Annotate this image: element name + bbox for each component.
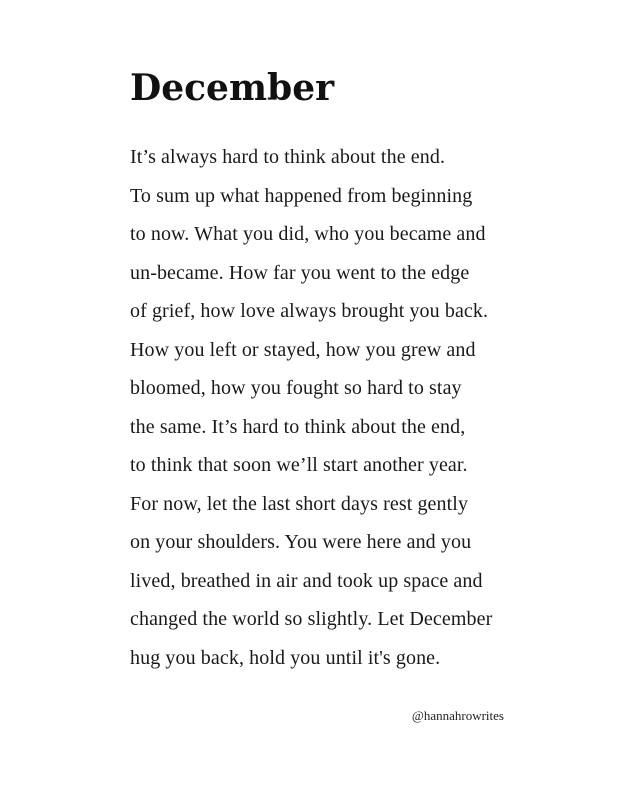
poem-line: bloomed, how you fought so hard to stay	[130, 377, 462, 399]
poem-line: to now. What you did, who you became and	[130, 223, 486, 245]
poem-line: hug you back, hold you until it's gone.	[130, 646, 441, 669]
poem-line: To sum up what happened from beginning	[130, 184, 473, 207]
author-handle: @hannahrowrites	[411, 708, 504, 723]
poem-line: the same. It’s hard to think about the end,	[130, 415, 466, 438]
poem-line: changed the world so slightly. Let December	[130, 608, 493, 630]
poem-line: un-became. How far you went to the edge	[130, 261, 470, 284]
poem-line: For now, let the last short days rest gently	[130, 492, 469, 515]
poem-line: lived, breathed in air and took up space and	[130, 569, 483, 592]
poem-line: of grief, how love always brought you back.	[130, 300, 489, 322]
poem-line: on your shoulders. You were here and you	[130, 531, 472, 553]
poem-title: December	[130, 67, 335, 109]
poem-line: to think that soon we’ll start another year.	[130, 454, 468, 476]
poem-line: How you left or stayed, how you grew and	[130, 338, 476, 361]
poem-body	[130, 142, 492, 681]
poem-line: It’s always hard to think about the end.	[130, 146, 446, 168]
